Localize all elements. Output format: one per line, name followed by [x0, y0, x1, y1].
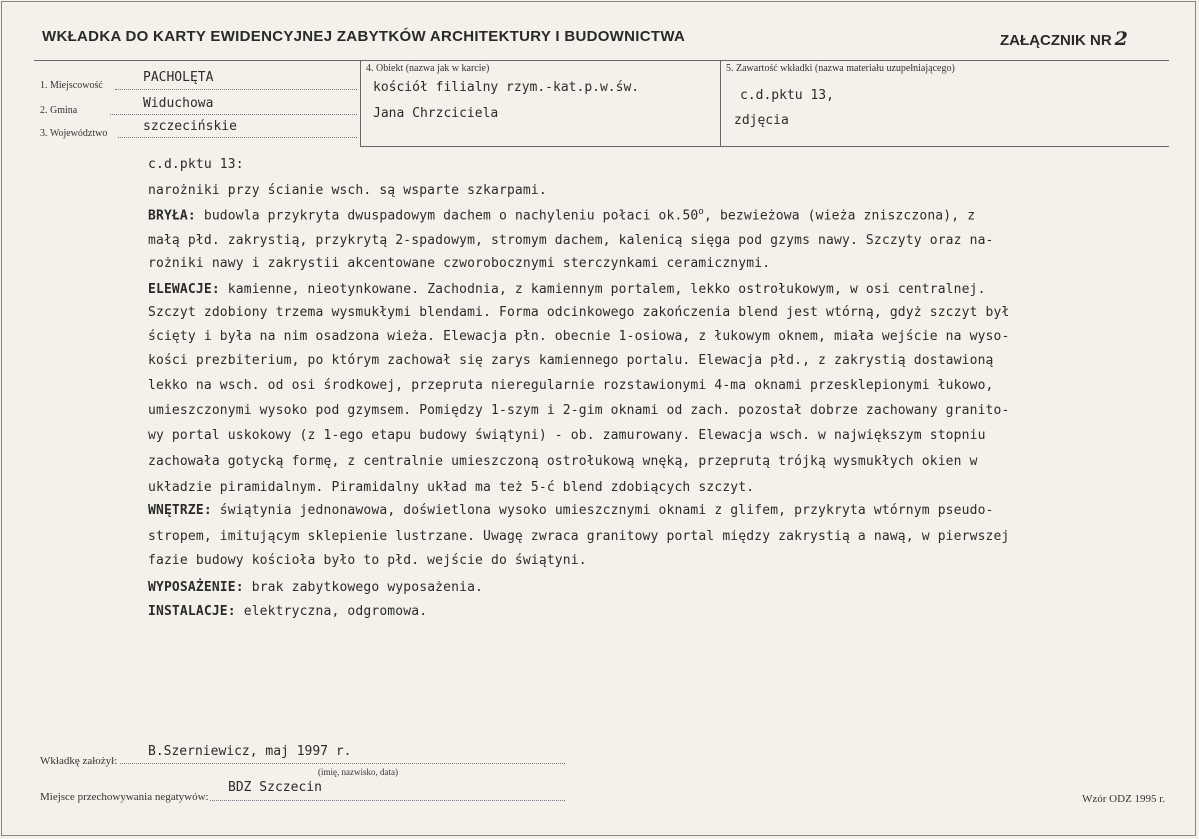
instalacje-label: INSTALACJE: [148, 604, 236, 619]
body-line-02a: budowla przykryta dwuspadowym dachem o nachyleniu połaci ok.50 [195, 208, 699, 224]
body-line-05 [148, 282, 986, 297]
commune-label: 2. Gmina [40, 105, 78, 116]
body-line-14-text: świątynia jednonawowa, doświetlona wysoko umieszcznymi oknami z glifem, przykryta wtórnym pseudo- [211, 503, 994, 518]
body-line-08: kości prezbiterium, po którym zachował się zarys kamiennego portalu. Elewacja płd., z zakrystią dostawioną [148, 353, 994, 368]
commune-value: Widuchowa [143, 96, 214, 111]
contents-line-2: zdjęcia [734, 113, 789, 128]
founder-label: Wkładkę założył: [40, 755, 118, 767]
commune-dots [110, 114, 357, 115]
table-bottom-line [360, 146, 1169, 147]
storage-label: Miejsce przechowywania negatywów: [40, 791, 209, 803]
form-model: Wzór ODZ 1995 r. [1082, 793, 1166, 805]
body-line-17-text: brak zabytkowego wyposażenia. [243, 580, 484, 595]
body-line-07: ścięty i była na nim osadzona wieża. Elewacja płn. obecnie 1-osiowa, z łukowym oknem, miała wejście na wyso- [148, 329, 1010, 344]
body-line-05-text: kamienne, nieotynkowane. Zachodnia, z kamiennym portalem, lekko ostrołukowym, w osi centralnej. [219, 282, 986, 297]
founder-hint: (imię, nazwisko, data) [318, 767, 398, 777]
body-line-03: małą płd. zakrystią, przykrytą 2-spadowym, stromym dachem, kalenicą sięga pod gzyms nawy. Szczyty oraz na- [148, 233, 994, 248]
body-line-01: narożniki przy ścianie wsch. są wsparte szkarpami. [148, 183, 547, 198]
table-top-line [34, 60, 1169, 61]
annex-label-group [1000, 28, 1128, 50]
body-line-12: zachowała gotycką formę, z centralnie umieszczoną ostrołukową wnęką, przeprutą trójką wysmukłych okien w [148, 454, 978, 469]
object-label: 4. Obiekt (nazwa jak w karcie) [366, 63, 490, 74]
elewacje-label: ELEWACJE: [148, 282, 220, 297]
locality-dots [115, 89, 357, 90]
form-title: WKŁADKA DO KARTY EWIDENCYJNEJ ZABYTKÓW ARCHITEKTURY I BUDOWNICTWA [42, 28, 686, 45]
voivodeship-label: 3. Województwo [40, 128, 108, 139]
annex-number: 2 [1114, 28, 1128, 50]
locality-value: PACHOLĘTA [143, 70, 214, 85]
col-divider-2 [720, 60, 721, 146]
body-line-09: lekko na wsch. od osi środkowej, przepruta nieregularnie rozstawionymi 4-ma oknami przesklepionymi łukowo, [148, 378, 994, 393]
storage-value: BDZ Szczecin [228, 780, 322, 795]
contents-label: 5. Zawartość wkładki (nazwa materiału uzupełniającego) [726, 63, 955, 74]
body-line-13: układzie piramidalnym. Piramidalny układ ma też 5-ć blend zdobiących szczyt. [148, 480, 755, 495]
body-line-16: fazie budowy kościoła było to płd. wejście do świątyni. [148, 553, 587, 568]
storage-dots [210, 800, 565, 801]
wnetrze-label: WNĘTRZE: [148, 503, 212, 518]
body-line-06: Szczyt zdobiony trzema wysmukłymi blendami. Forma odcinkowego zakończenia blend jest wtórną, gdyż szczyt był [148, 305, 1010, 320]
body-line-02b: , bezwieżowa (wieża zniszczona), z [703, 208, 976, 224]
body-line-18-text: elektryczna, odgromowa. [235, 604, 428, 619]
locality-label: 1. Miejscowość [40, 80, 103, 91]
wyposazenie-label: WYPOSAŻENIE: [148, 580, 244, 595]
contents-line-1: c.d.pktu 13, [740, 88, 834, 103]
body-line-11: wy portal uskokowy (z 1-ego etapu budowy świątyni) - ob. zamurowany. Elewacja wsch. w największym stopniu [148, 428, 986, 443]
voivodeship-value: szczecińskie [143, 119, 237, 134]
object-line-1: kościół filialny rzym.-kat.p.w.św. [373, 80, 640, 95]
founder-value: B.Szerniewicz, maj 1997 r. [148, 744, 352, 759]
body-line-10: umieszczonymi wysoko pod gzymsem. Pomiędzy 1-szym i 2-gim oknami od zach. pozostał dobrze zachowany granito- [148, 403, 1010, 418]
col-divider-1 [360, 60, 361, 146]
voivodeship-dots [118, 137, 357, 138]
body-line-02 [148, 207, 975, 223]
annex-label: ZAŁĄCZNIK NR [1000, 32, 1112, 49]
degree-sup: o [698, 207, 704, 217]
founder-dots [120, 763, 565, 764]
object-line-2: Jana Chrzciciela [373, 106, 499, 121]
section-heading: c.d.pktu 13: [148, 157, 244, 172]
body-line-14 [148, 503, 994, 518]
body-line-04: rożniki nawy i zakrystii akcentowane czworobocznymi sterczynkami ceramicznymi. [148, 256, 771, 271]
bryla-label: BRYŁA: [148, 208, 196, 224]
body-line-15: stropem, imitującym sklepienie lustrzane. Uwagę zwraca granitowy portal między zakrystią a nawą, w pierwszej [148, 529, 1010, 544]
body-line-17 [148, 580, 483, 595]
body-line-18 [148, 604, 427, 619]
